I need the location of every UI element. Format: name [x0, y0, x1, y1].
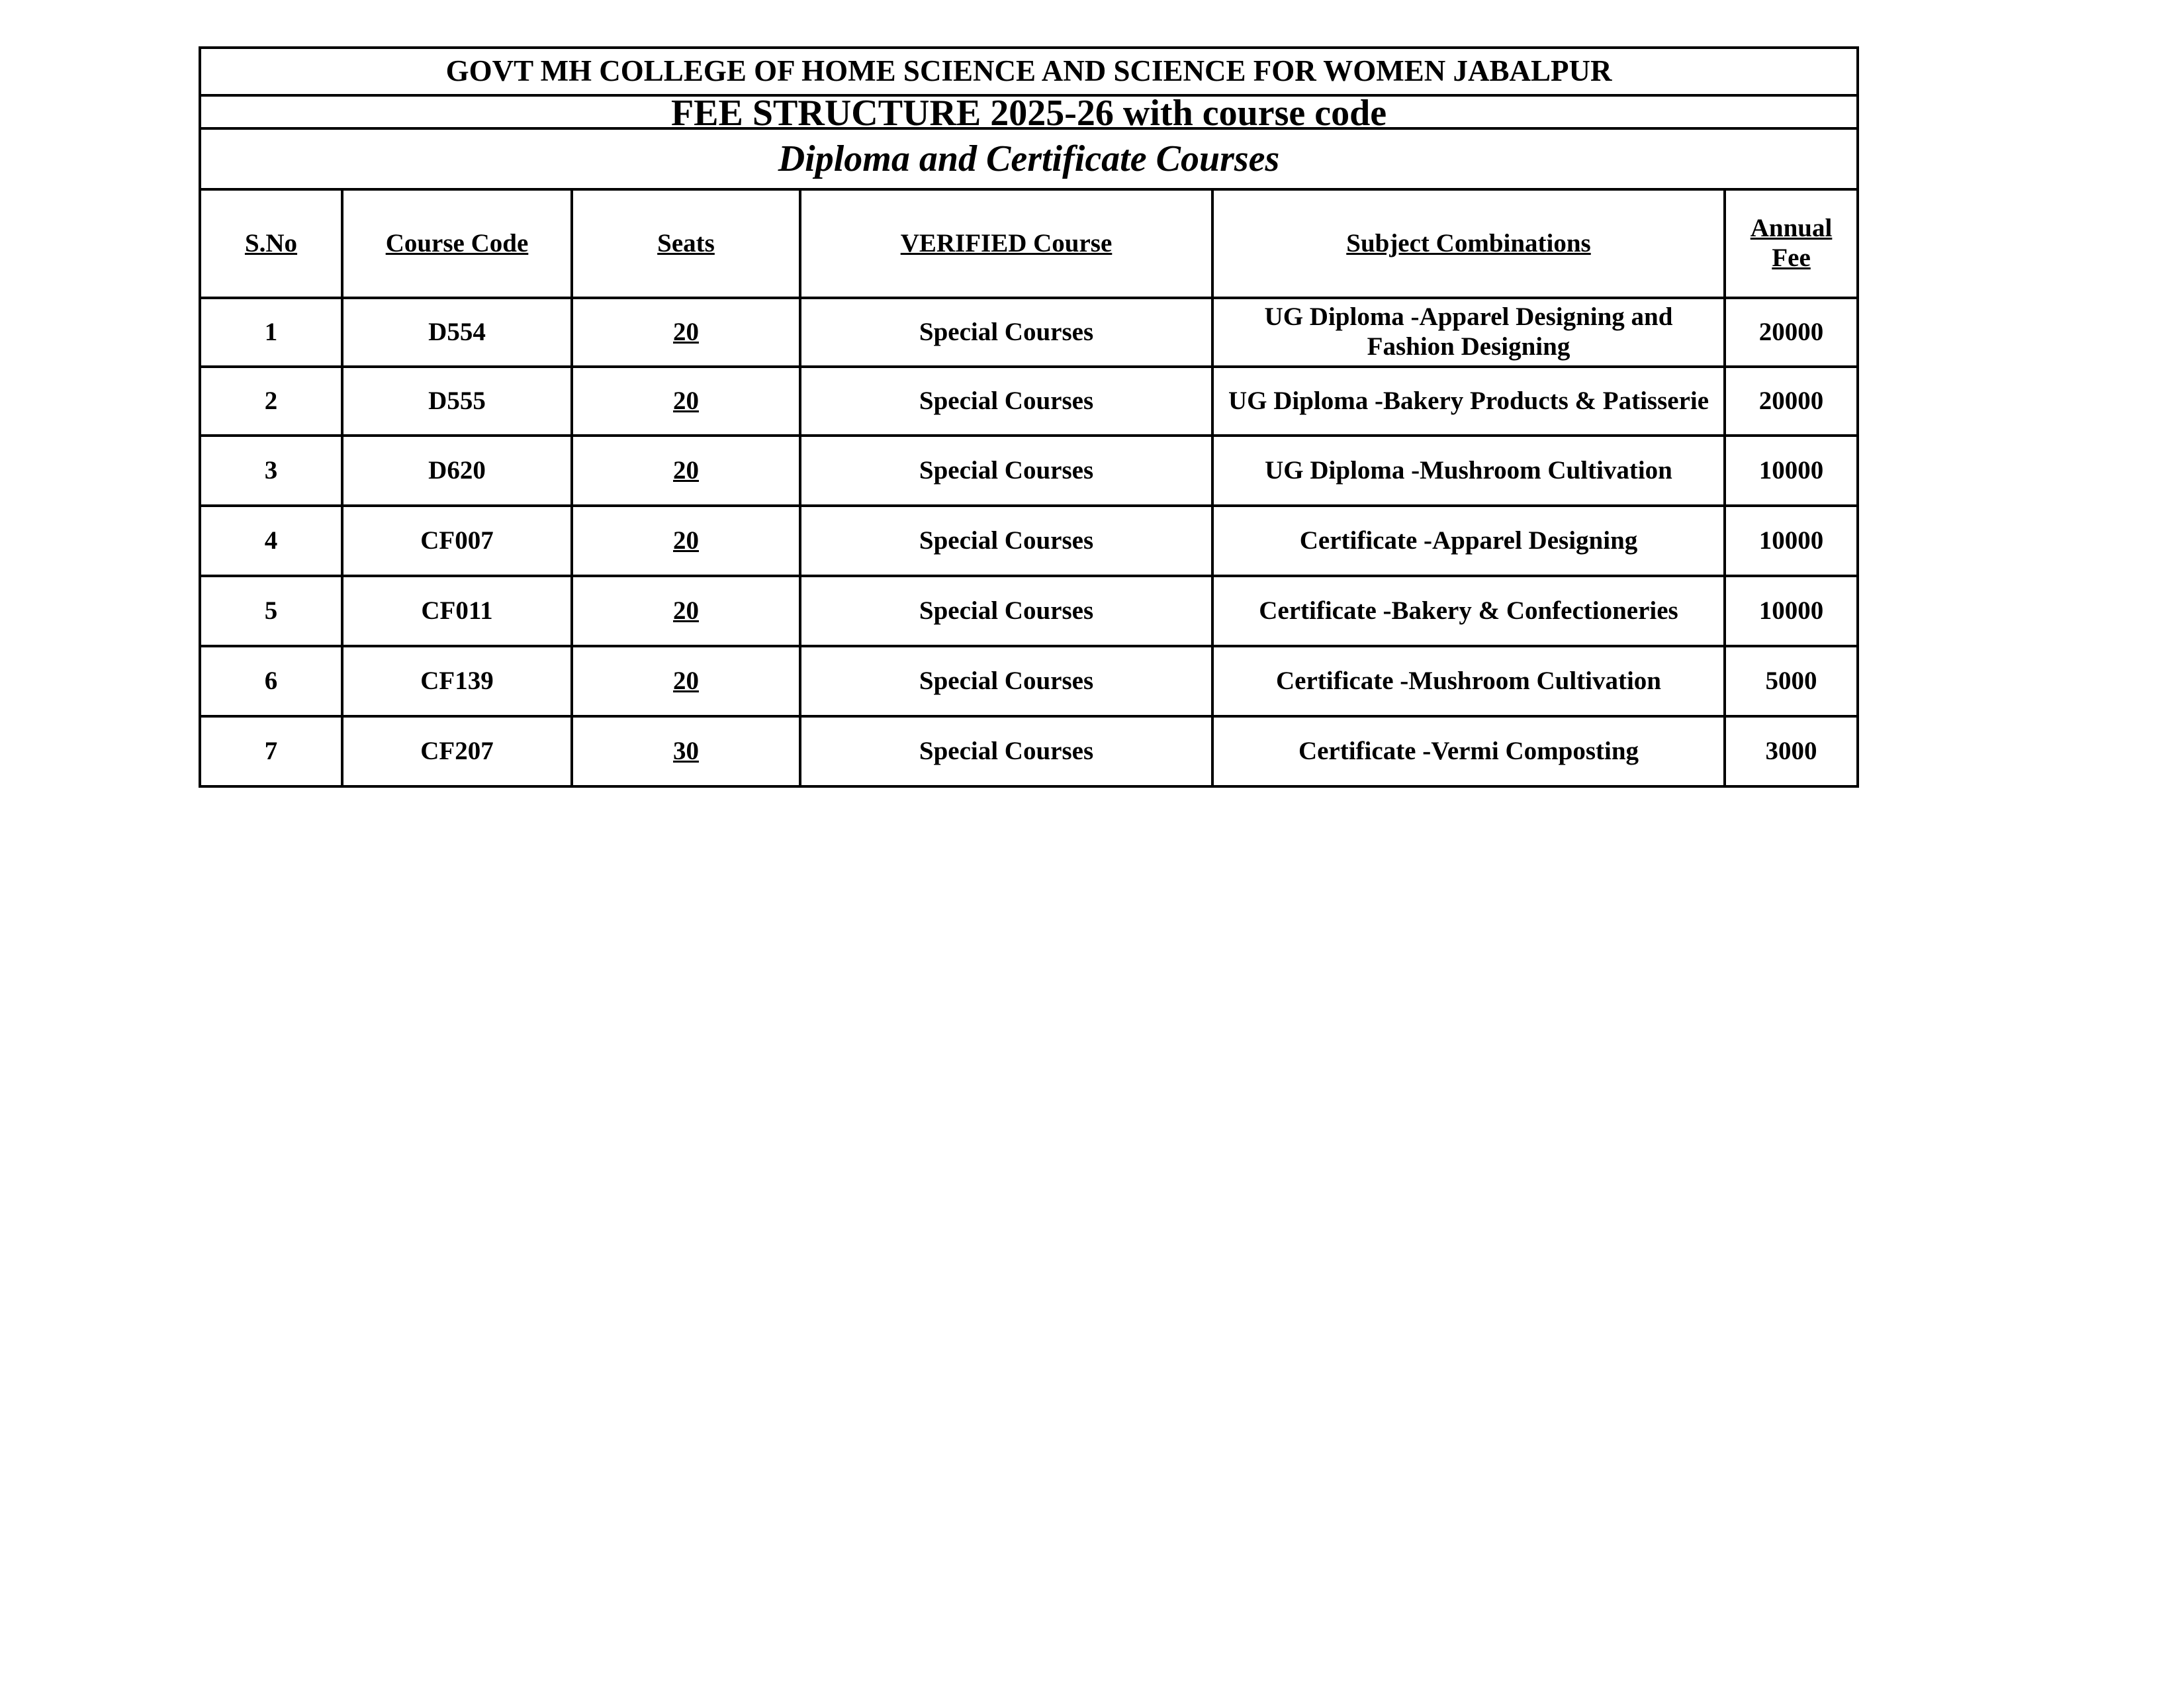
header-sno: S.No: [200, 189, 342, 298]
table-row: [200, 367, 1858, 436]
cell-subject: UG Diploma -Apparel Designing and Fashion Designing: [1212, 298, 1725, 367]
cell-course-code: D620: [342, 436, 572, 506]
header-seats: Seats: [572, 189, 800, 298]
table-row: [200, 506, 1858, 576]
cell-seats: 20: [572, 298, 800, 367]
cell-sno: 5: [200, 576, 342, 646]
cell-annual-fee: 10000: [1725, 576, 1858, 646]
cell-verified-course: Special Courses: [800, 298, 1212, 367]
header-annual-fee: Annual Fee: [1725, 189, 1858, 298]
cell-sno: 3: [200, 436, 342, 506]
cell-subject: UG Diploma -Bakery Products & Patisserie: [1212, 367, 1725, 436]
course-category-subtitle: Diploma and Certificate Courses: [200, 128, 1858, 189]
cell-seats: 20: [572, 367, 800, 436]
cell-seats: 30: [572, 716, 800, 786]
fee-structure-title: FEE STRUCTURE 2025-26 with course code: [200, 95, 1858, 128]
cell-course-code: D555: [342, 367, 572, 436]
cell-annual-fee: 20000: [1725, 298, 1858, 367]
cell-subject: Certificate -Bakery & Confectioneries: [1212, 576, 1725, 646]
cell-course-code: CF207: [342, 716, 572, 786]
cell-verified-course: Special Courses: [800, 436, 1212, 506]
cell-annual-fee: 20000: [1725, 367, 1858, 436]
cell-sno: 6: [200, 646, 342, 716]
cell-sno: 7: [200, 716, 342, 786]
cell-subject: Certificate -Apparel Designing: [1212, 506, 1725, 576]
cell-sno: 2: [200, 367, 342, 436]
header-row: [200, 189, 1858, 298]
cell-verified-course: Special Courses: [800, 506, 1212, 576]
title-row-subtitle: [200, 128, 1858, 189]
cell-sno: 4: [200, 506, 342, 576]
cell-seats: 20: [572, 436, 800, 506]
table-body: [200, 48, 1858, 786]
cell-annual-fee: 10000: [1725, 506, 1858, 576]
cell-seats: 20: [572, 506, 800, 576]
cell-verified-course: Special Courses: [800, 576, 1212, 646]
table-row: [200, 646, 1858, 716]
cell-subject: Certificate -Vermi Composting: [1212, 716, 1725, 786]
cell-sno: 1: [200, 298, 342, 367]
fee-structure-table: [199, 46, 1859, 788]
cell-course-code: CF011: [342, 576, 572, 646]
table-row: [200, 298, 1858, 367]
cell-seats: 20: [572, 576, 800, 646]
cell-course-code: CF139: [342, 646, 572, 716]
cell-course-code: CF007: [342, 506, 572, 576]
title-row-fee: [200, 95, 1858, 128]
cell-subject: UG Diploma -Mushroom Cultivation: [1212, 436, 1725, 506]
table-row: [200, 576, 1858, 646]
cell-verified-course: Special Courses: [800, 367, 1212, 436]
header-verified-course: VERIFIED Course: [800, 189, 1212, 298]
cell-course-code: D554: [342, 298, 572, 367]
cell-subject: Certificate -Mushroom Cultivation: [1212, 646, 1725, 716]
cell-annual-fee: 10000: [1725, 436, 1858, 506]
cell-seats: 20: [572, 646, 800, 716]
college-name: GOVT MH COLLEGE OF HOME SCIENCE AND SCIENCE FOR WOMEN JABALPUR: [200, 48, 1858, 95]
header-course-code: Course Code: [342, 189, 572, 298]
cell-annual-fee: 3000: [1725, 716, 1858, 786]
table-row: [200, 436, 1858, 506]
table-row: [200, 716, 1858, 786]
cell-verified-course: Special Courses: [800, 646, 1212, 716]
title-row-college: [200, 48, 1858, 95]
cell-verified-course: Special Courses: [800, 716, 1212, 786]
cell-annual-fee: 5000: [1725, 646, 1858, 716]
header-subject-combinations: Subject Combinations: [1212, 189, 1725, 298]
